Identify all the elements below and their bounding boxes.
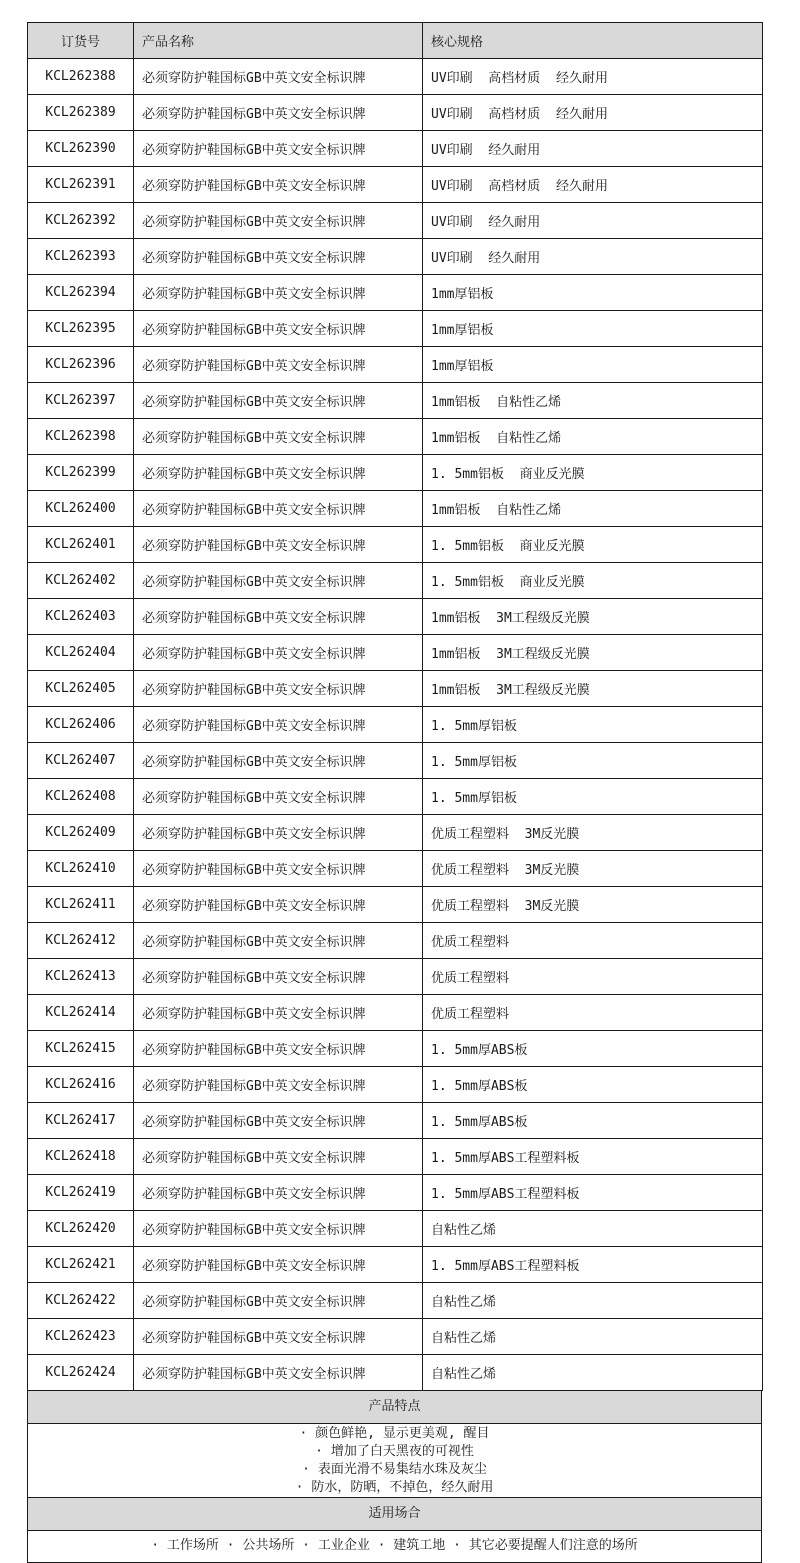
table-row bbox=[28, 527, 763, 563]
sku-cell: KCL262415 bbox=[28, 1031, 134, 1067]
spec-cell: 1. 5mm厚ABS板 bbox=[423, 1031, 763, 1067]
spec-cell: 优质工程塑料 bbox=[423, 959, 763, 995]
product-name-cell: 必须穿防护鞋国标GB中英文安全标识牌 bbox=[134, 131, 423, 167]
table-row bbox=[28, 1355, 763, 1391]
spec-cell: 1. 5mm厚ABS工程塑料板 bbox=[423, 1139, 763, 1175]
applications-text: · 工作场所 · 公共场所 · 工业企业 · 建筑工地 · 其它必要提醒人们注意的场所 bbox=[27, 1531, 762, 1563]
spec-cell: 1. 5mm厚铝板 bbox=[423, 743, 763, 779]
table-row bbox=[28, 383, 763, 419]
product-name-cell: 必须穿防护鞋国标GB中英文安全标识牌 bbox=[134, 527, 423, 563]
product-name-cell: 必须穿防护鞋国标GB中英文安全标识牌 bbox=[134, 455, 423, 491]
spec-cell: UV印刷 高档材质 经久耐用 bbox=[423, 167, 763, 203]
feature-line: · 增加了白天黑夜的可视性 bbox=[315, 1443, 474, 1459]
table-row bbox=[28, 635, 763, 671]
product-name-cell: 必须穿防护鞋国标GB中英文安全标识牌 bbox=[134, 635, 423, 671]
spec-cell: 自粘性乙烯 bbox=[423, 1283, 763, 1319]
sku-cell: KCL262419 bbox=[28, 1175, 134, 1211]
spec-cell: 1mm厚铝板 bbox=[423, 311, 763, 347]
product-name-cell: 必须穿防护鞋国标GB中英文安全标识牌 bbox=[134, 1139, 423, 1175]
product-name-cell: 必须穿防护鞋国标GB中英文安全标识牌 bbox=[134, 491, 423, 527]
sku-cell: KCL262421 bbox=[28, 1247, 134, 1283]
sku-cell: KCL262420 bbox=[28, 1211, 134, 1247]
table-row bbox=[28, 95, 763, 131]
spec-cell: 1. 5mm铝板 商业反光膜 bbox=[423, 455, 763, 491]
table-row bbox=[28, 923, 763, 959]
product-name-cell: 必须穿防护鞋国标GB中英文安全标识牌 bbox=[134, 599, 423, 635]
spec-cell: 自粘性乙烯 bbox=[423, 1211, 763, 1247]
spec-cell: 1mm厚铝板 bbox=[423, 275, 763, 311]
spec-cell: 1. 5mm厚ABS板 bbox=[423, 1067, 763, 1103]
sku-cell: KCL262412 bbox=[28, 923, 134, 959]
product-name-cell: 必须穿防护鞋国标GB中英文安全标识牌 bbox=[134, 1103, 423, 1139]
sku-cell: KCL262404 bbox=[28, 635, 134, 671]
spec-cell: 1. 5mm厚铝板 bbox=[423, 707, 763, 743]
product-name-cell: 必须穿防护鞋国标GB中英文安全标识牌 bbox=[134, 563, 423, 599]
product-name-cell: 必须穿防护鞋国标GB中英文安全标识牌 bbox=[134, 923, 423, 959]
spec-cell: 1mm铝板 3M工程级反光膜 bbox=[423, 635, 763, 671]
sku-cell: KCL262399 bbox=[28, 455, 134, 491]
sku-cell: KCL262402 bbox=[28, 563, 134, 599]
table-row bbox=[28, 851, 763, 887]
product-name-cell: 必须穿防护鞋国标GB中英文安全标识牌 bbox=[134, 1247, 423, 1283]
spec-cell: 1. 5mm铝板 商业反光膜 bbox=[423, 527, 763, 563]
table-row bbox=[28, 275, 763, 311]
table-body bbox=[28, 59, 763, 1391]
table-row bbox=[28, 59, 763, 95]
product-name-cell: 必须穿防护鞋国标GB中英文安全标识牌 bbox=[134, 311, 423, 347]
sku-cell: KCL262398 bbox=[28, 419, 134, 455]
table-row bbox=[28, 887, 763, 923]
product-name-cell: 必须穿防护鞋国标GB中英文安全标识牌 bbox=[134, 239, 423, 275]
features-title-band: 产品特点 bbox=[27, 1391, 762, 1424]
product-table bbox=[27, 22, 763, 1391]
feature-line: · 防水，防晒，不掉色，经久耐用 bbox=[295, 1479, 494, 1495]
sku-cell: KCL262395 bbox=[28, 311, 134, 347]
spec-cell: 1mm铝板 自粘性乙烯 bbox=[423, 419, 763, 455]
sku-cell: KCL262388 bbox=[28, 59, 134, 95]
column-header-sku: 订货号 bbox=[28, 23, 134, 59]
sku-cell: KCL262422 bbox=[28, 1283, 134, 1319]
sku-cell: KCL262394 bbox=[28, 275, 134, 311]
sku-cell: KCL262414 bbox=[28, 995, 134, 1031]
table-row bbox=[28, 1175, 763, 1211]
table-row bbox=[28, 131, 763, 167]
product-name-cell: 必须穿防护鞋国标GB中英文安全标识牌 bbox=[134, 1067, 423, 1103]
spec-cell: 1mm铝板 3M工程级反光膜 bbox=[423, 671, 763, 707]
table-row bbox=[28, 671, 763, 707]
column-header-spec: 核心规格 bbox=[423, 23, 763, 59]
table-row bbox=[28, 995, 763, 1031]
spec-cell: 1mm铝板 3M工程级反光膜 bbox=[423, 599, 763, 635]
sku-cell: KCL262417 bbox=[28, 1103, 134, 1139]
table-row bbox=[28, 311, 763, 347]
product-name-cell: 必须穿防护鞋国标GB中英文安全标识牌 bbox=[134, 779, 423, 815]
product-name-cell: 必须穿防护鞋国标GB中英文安全标识牌 bbox=[134, 851, 423, 887]
sku-cell: KCL262390 bbox=[28, 131, 134, 167]
sku-cell: KCL262403 bbox=[28, 599, 134, 635]
feature-line: · 颜色鲜艳, 显示更美观, 醒目 bbox=[299, 1425, 490, 1441]
product-name-cell: 必须穿防护鞋国标GB中英文安全标识牌 bbox=[134, 743, 423, 779]
table-row bbox=[28, 959, 763, 995]
spec-cell: 优质工程塑料 3M反光膜 bbox=[423, 887, 763, 923]
product-name-cell: 必须穿防护鞋国标GB中英文安全标识牌 bbox=[134, 347, 423, 383]
product-name-cell: 必须穿防护鞋国标GB中英文安全标识牌 bbox=[134, 995, 423, 1031]
table-row bbox=[28, 563, 763, 599]
spec-cell: UV印刷 经久耐用 bbox=[423, 239, 763, 275]
product-name-cell: 必须穿防护鞋国标GB中英文安全标识牌 bbox=[134, 1175, 423, 1211]
table-row bbox=[28, 743, 763, 779]
spec-cell: 1. 5mm厚ABS工程塑料板 bbox=[423, 1247, 763, 1283]
product-name-cell: 必须穿防护鞋国标GB中英文安全标识牌 bbox=[134, 167, 423, 203]
sku-cell: KCL262389 bbox=[28, 95, 134, 131]
spec-cell: 自粘性乙烯 bbox=[423, 1355, 763, 1391]
table-row bbox=[28, 347, 763, 383]
table-row bbox=[28, 779, 763, 815]
table-row bbox=[28, 1319, 763, 1355]
table-row bbox=[28, 167, 763, 203]
sku-cell: KCL262416 bbox=[28, 1067, 134, 1103]
sku-cell: KCL262413 bbox=[28, 959, 134, 995]
product-name-cell: 必须穿防护鞋国标GB中英文安全标识牌 bbox=[134, 1355, 423, 1391]
spec-cell: 1mm铝板 自粘性乙烯 bbox=[423, 491, 763, 527]
spec-cell: 优质工程塑料 bbox=[423, 995, 763, 1031]
table-row bbox=[28, 1247, 763, 1283]
table-row bbox=[28, 491, 763, 527]
table-row bbox=[28, 599, 763, 635]
sku-cell: KCL262410 bbox=[28, 851, 134, 887]
sku-cell: KCL262397 bbox=[28, 383, 134, 419]
table-row bbox=[28, 1139, 763, 1175]
spec-cell: 优质工程塑料 3M反光膜 bbox=[423, 815, 763, 851]
table-row bbox=[28, 1103, 763, 1139]
column-header-name: 产品名称 bbox=[134, 23, 423, 59]
sku-cell: KCL262406 bbox=[28, 707, 134, 743]
spec-cell: 优质工程塑料 3M反光膜 bbox=[423, 851, 763, 887]
table-row bbox=[28, 707, 763, 743]
table-row bbox=[28, 239, 763, 275]
table-row bbox=[28, 203, 763, 239]
product-spec-sheet bbox=[27, 22, 762, 1563]
product-name-cell: 必须穿防护鞋国标GB中英文安全标识牌 bbox=[134, 815, 423, 851]
table-row bbox=[28, 1031, 763, 1067]
spec-cell: 1. 5mm厚ABS板 bbox=[423, 1103, 763, 1139]
table-row bbox=[28, 1211, 763, 1247]
spec-cell: 1. 5mm厚铝板 bbox=[423, 779, 763, 815]
product-name-cell: 必须穿防护鞋国标GB中英文安全标识牌 bbox=[134, 203, 423, 239]
sku-cell: KCL262407 bbox=[28, 743, 134, 779]
table-row bbox=[28, 419, 763, 455]
table-row bbox=[28, 1283, 763, 1319]
table-row bbox=[28, 455, 763, 491]
sku-cell: KCL262405 bbox=[28, 671, 134, 707]
product-name-cell: 必须穿防护鞋国标GB中英文安全标识牌 bbox=[134, 1319, 423, 1355]
sku-cell: KCL262418 bbox=[28, 1139, 134, 1175]
product-name-cell: 必须穿防护鞋国标GB中英文安全标识牌 bbox=[134, 707, 423, 743]
product-name-cell: 必须穿防护鞋国标GB中英文安全标识牌 bbox=[134, 275, 423, 311]
features-list bbox=[27, 1424, 762, 1498]
product-name-cell: 必须穿防护鞋国标GB中英文安全标识牌 bbox=[134, 887, 423, 923]
product-name-cell: 必须穿防护鞋国标GB中英文安全标识牌 bbox=[134, 1211, 423, 1247]
sku-cell: KCL262391 bbox=[28, 167, 134, 203]
sku-cell: KCL262400 bbox=[28, 491, 134, 527]
header-row bbox=[28, 23, 763, 59]
product-name-cell: 必须穿防护鞋国标GB中英文安全标识牌 bbox=[134, 59, 423, 95]
product-name-cell: 必须穿防护鞋国标GB中英文安全标识牌 bbox=[134, 671, 423, 707]
product-name-cell: 必须穿防护鞋国标GB中英文安全标识牌 bbox=[134, 1283, 423, 1319]
product-name-cell: 必须穿防护鞋国标GB中英文安全标识牌 bbox=[134, 419, 423, 455]
sku-cell: KCL262396 bbox=[28, 347, 134, 383]
spec-cell: 自粘性乙烯 bbox=[423, 1319, 763, 1355]
spec-cell: UV印刷 高档材质 经久耐用 bbox=[423, 95, 763, 131]
feature-line: · 表面光滑不易集结水珠及灰尘 bbox=[302, 1461, 487, 1477]
product-name-cell: 必须穿防护鞋国标GB中英文安全标识牌 bbox=[134, 959, 423, 995]
spec-cell: UV印刷 经久耐用 bbox=[423, 131, 763, 167]
product-name-cell: 必须穿防护鞋国标GB中英文安全标识牌 bbox=[134, 1031, 423, 1067]
spec-cell: 1. 5mm铝板 商业反光膜 bbox=[423, 563, 763, 599]
sku-cell: KCL262424 bbox=[28, 1355, 134, 1391]
sku-cell: KCL262408 bbox=[28, 779, 134, 815]
table-row bbox=[28, 1067, 763, 1103]
spec-cell: UV印刷 高档材质 经久耐用 bbox=[423, 59, 763, 95]
product-name-cell: 必须穿防护鞋国标GB中英文安全标识牌 bbox=[134, 383, 423, 419]
spec-cell: UV印刷 经久耐用 bbox=[423, 203, 763, 239]
product-name-cell: 必须穿防护鞋国标GB中英文安全标识牌 bbox=[134, 95, 423, 131]
spec-cell: 1mm厚铝板 bbox=[423, 347, 763, 383]
sku-cell: KCL262423 bbox=[28, 1319, 134, 1355]
sku-cell: KCL262392 bbox=[28, 203, 134, 239]
table-row bbox=[28, 815, 763, 851]
spec-cell: 1. 5mm厚ABS工程塑料板 bbox=[423, 1175, 763, 1211]
spec-cell: 优质工程塑料 bbox=[423, 923, 763, 959]
applications-title-band: 适用场合 bbox=[27, 1498, 762, 1531]
sku-cell: KCL262393 bbox=[28, 239, 134, 275]
sku-cell: KCL262411 bbox=[28, 887, 134, 923]
sku-cell: KCL262401 bbox=[28, 527, 134, 563]
sku-cell: KCL262409 bbox=[28, 815, 134, 851]
spec-cell: 1mm铝板 自粘性乙烯 bbox=[423, 383, 763, 419]
